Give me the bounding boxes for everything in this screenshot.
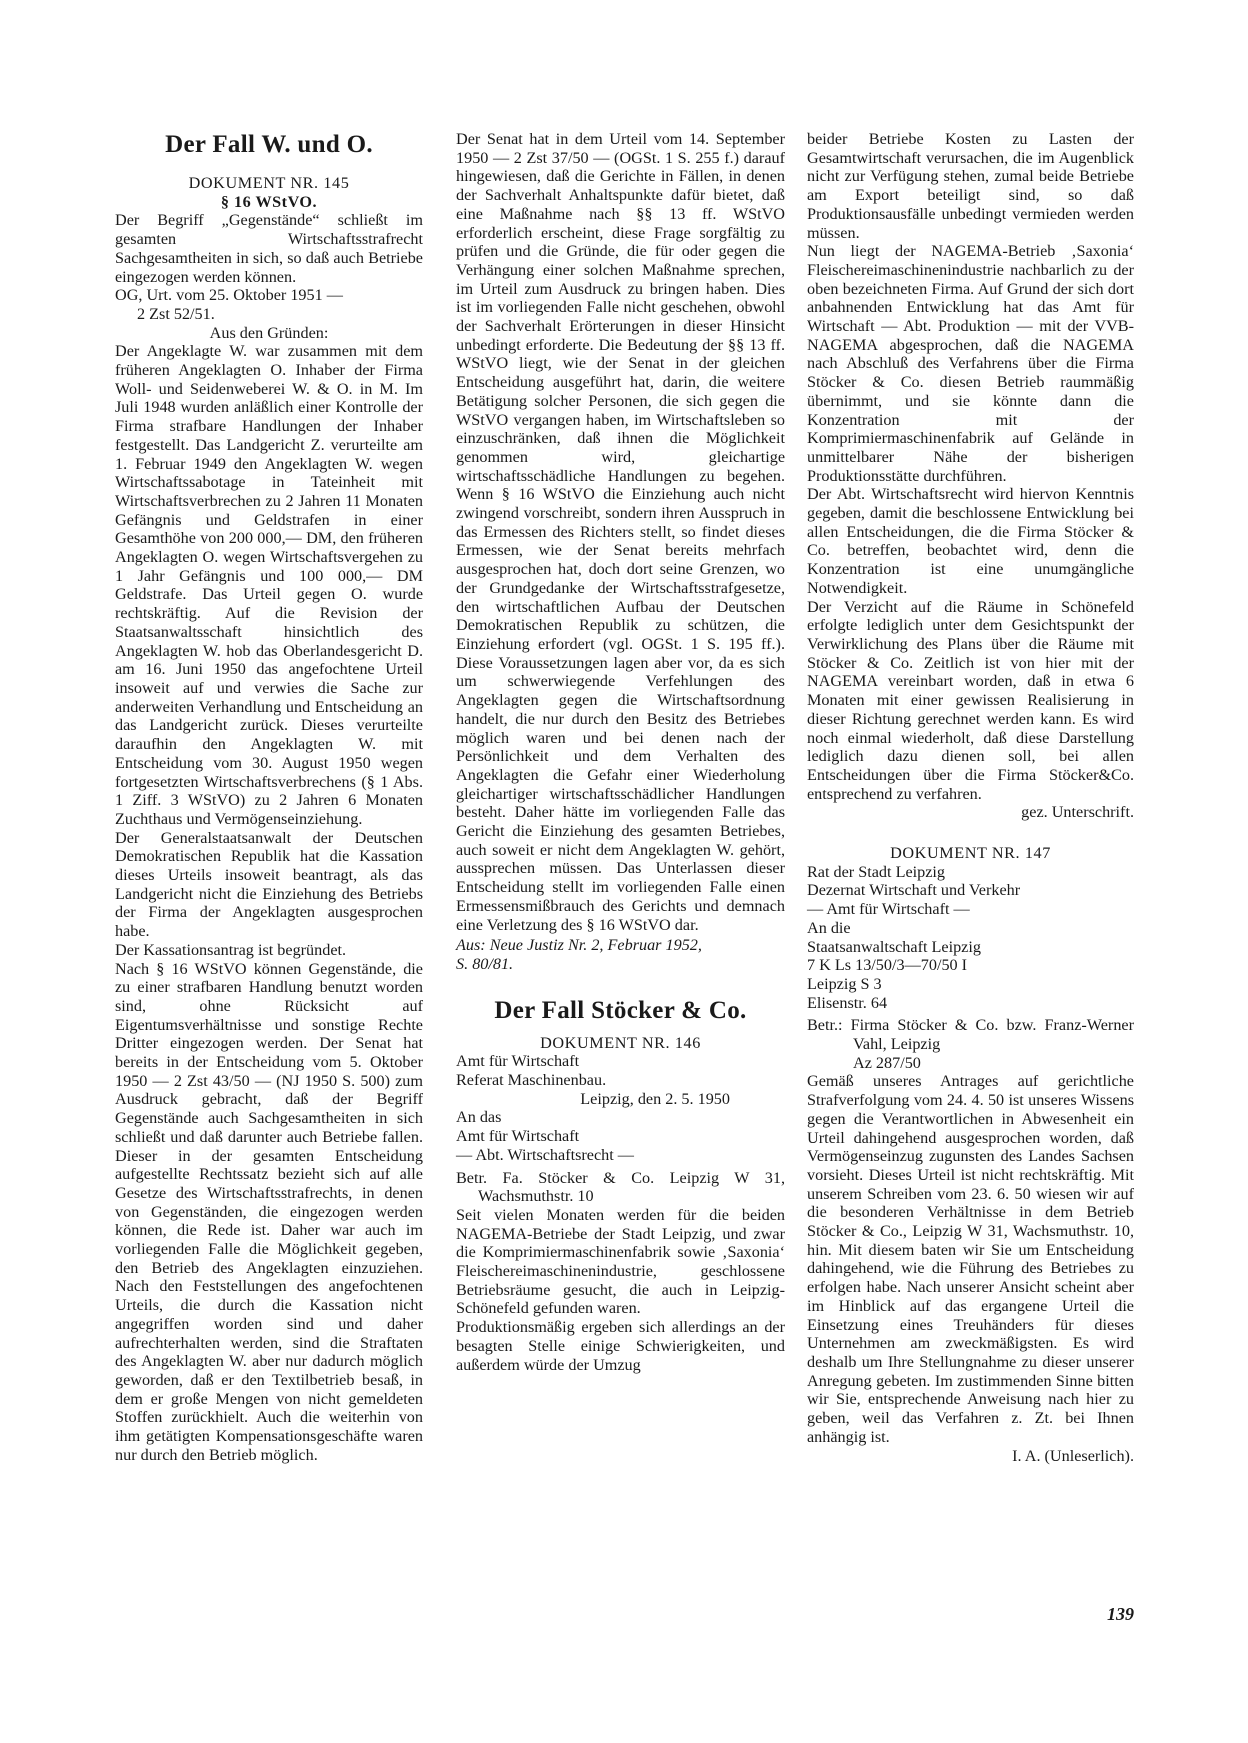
recipient-line-1: An das: [456, 1108, 502, 1127]
recipient-line-5: Elisenstr. 64: [807, 993, 888, 1012]
recipient-line-3: — Abt. Wirtschaftsrecht —: [456, 1145, 634, 1164]
paragraph: Der Kassationsantrag ist begründet.: [115, 940, 347, 959]
sender-line-3: — Amt für Wirtschaft —: [807, 900, 970, 919]
headnote: Der Begriff „Gegenstände“ schließt im gesamten Wirtschaftsstrafrecht Sachgesamtheiten in sich, so daß auch Betriebe eingezogen werden können.: [115, 211, 423, 286]
paragraph: Seit vielen Monaten werden für die beiden NAGEMA-Betriebe der Stadt Leipzig, und zwar die Komprimiermaschinenfabrik sowie ‚Saxonia‘ Fleischereimaschinenindustrie, geschlossene Betriebsräume gesucht, die auch in Leipzig-Schönefeld gefunden waren.: [456, 1205, 785, 1318]
file-reference: Az 287/50: [853, 1053, 921, 1072]
court-reference-line-1: OG, Urt. vom 25. Oktober 1951 —: [115, 286, 343, 305]
sender-line-2: Referat Maschinenbau.: [456, 1071, 607, 1090]
signature-line: I. A. (Unleserlich).: [1012, 1446, 1134, 1465]
sender-line-1: Rat der Stadt Leipzig: [807, 862, 946, 881]
page-number: 139: [1107, 1604, 1134, 1624]
column-middle: [456, 130, 785, 1374]
paragraph: Der Senat hat in dem Urteil vom 14. September 1950 — 2 Zst 37/50 — (OGSt. 1 S. 255 f.) darauf hingewiesen, daß die Gerichte in Fällen, in denen der Sachverhalt Anhaltspunkte dafür bietet, daß eine Maßnahme nach §§ 13 ff. WStVO erforderlich erscheint, diese Frage sorgfältig zu prüfen und die Gründe, die für oder gegen die Verhängung einer solchen Maßnahme sprechen, im Urteil zum Ausdruck zu bringen haben. Dies ist im vorliegenden Falle nicht geschehen, obwohl der Sachverhalt Erörterungen in dieser Hinsicht unbedingt erforderte. Die Bedeutung der §§ 13 ff. WStVO liegt, wie der Senat in der gleichen Entscheidung ausgeführt hat, darin, die weitere Betätigung solcher Personen, die sich gegen die WStVO vergangen haben, im Wirtschaftsleben so einzuschränken, daß ihnen die Möglichkeit genommen wird, gleichartige wirtschaftsschädliche Handlungen zu begehen. Wenn § 16 WStVO die Einziehung auch nicht zwingend vorschreibt, sondern ihren Ausspruch in das Ermessen des Richters stellt, so findet dieses Ermessen, wie der Senat bereits mehrfach ausgesprochen hat, doch dort seine Grenzen, wo der Grundgedanke der Wirtschaftsstrafgesetze, den wirtschaftlichen Aufbau der Deutschen Demokratischen Republik zu schützen, die Einziehung erfordert (vgl. OGSt. 1 S. 195 ff.). Diese Voraussetzungen lagen aber vor, da es sich um schwerwiegende Verfehlungen des Angeklagten gegen die Wirtschaftsordnung handelt, die nur durch den Besitz des Betriebes möglich waren und bei denen nach der Persönlichkeit und dem Verhalten des Angeklagten die Gefahr einer Wiederholung gleichartiger wirtschaftsschädlicher Handlungen besteht. Daher hätte im vorliegenden Falle das Gericht die Einziehung des gesamten Betriebes, auch soweit er nicht dem Angeklagten W. gehört, aussprechen müssen. Das Unterlassen dieser Entscheidung stellt im vorliegenden Falle einen Ermessensmißbrauch des Gerichts und demnach eine Verletzung des § 16 WStVO dar.: [456, 130, 785, 934]
document-number-145: DOKUMENT NR. 145: [188, 174, 350, 192]
paragraph: Der Abt. Wirtschaftsrecht wird hiervon Kenntnis gegeben, damit die beschlossene Entwicklung bei allen Entscheidungen, die die Firma Stöcker & Co. betreffen, beobachtet wird, denn die Konzentration ist eine unumgängliche Notwendigkeit.: [807, 485, 1134, 597]
recipient-line-4: Leipzig S 3: [807, 974, 882, 993]
recipient-line-2: Amt für Wirtschaft: [456, 1127, 580, 1146]
column-left: [115, 130, 423, 1465]
letter-date: Leipzig, den 2. 5. 1950: [580, 1089, 730, 1108]
document-number-147: DOKUMENT NR. 147: [890, 844, 1051, 863]
paragraph: beider Betriebe Kosten zu Lasten der Gesamtwirtschaft verursachen, die im Augenblick nicht zur Verfügung stehen, zumal beide Betriebe am Export beteiligt sind, so daß Produktionsausfälle unbedingt vermieden werden müssen.: [807, 130, 1134, 242]
paragraph: Der Verzicht auf die Räume in Schönefeld erfolgte lediglich unter dem Gesichtspunkt der Verwirklichung des Plans über die Räume mit Stöcker & Co. Zeitlich ist von hier mit der NAGEMA vereinbart worden, daß in etwa 6 Monaten mit einer gewissen Realisierung in dieser Richtung gerechnet werden kann. Es wird noch einmal wiederholt, daß diese Darstellung lediglich dazu dienen soll, bei allen Entscheidungen über die Firma Stöcker&Co. entsprechend zu verfahren.: [807, 597, 1134, 803]
recipient-line-1: An die: [807, 918, 851, 937]
paragraph: Produktionsmäßig ergeben sich allerdings an der besagten Stelle einige Schwierigkeiten, und außerdem würde der Umzug: [456, 1318, 785, 1374]
sender-line-1: Amt für Wirtschaft: [456, 1052, 580, 1071]
recipient-line-3: 7 K Ls 13/50/3—70/50 I: [807, 956, 968, 975]
case-title-w-o: Der Fall W. und O.: [165, 131, 373, 158]
case-title-stoecker: Der Fall Stöcker & Co.: [494, 996, 747, 1024]
column-right: [807, 130, 1134, 1465]
subject-line: Betr. Fa. Stöcker & Co. Leipzig W 31, Wachsmuthstr. 10: [456, 1168, 785, 1206]
signature-line: gez. Unterschrift.: [1021, 803, 1134, 822]
source-citation-line-1: Aus: Neue Justiz Nr. 2, Februar 1952,: [456, 936, 702, 955]
paragraph: Der Generalstaatsanwalt der Deutschen Demokratischen Republik hat die Kassation dieses Urteils insoweit beantragt, als das Landgericht nicht die Einziehung des Betriebs der Firma der Angeklagten ausgesprochen habe.: [115, 828, 423, 941]
paragraph: Gemäß unseres Antrages auf gerichtliche Strafverfolgung vom 24. 4. 50 ist unseres Wissens gegen die Verantwortlichen in Abwesenheit ein Urteil dahingehend ausgesprochen worden, daß Vermögenseinzug zugunsten des Landes Sachsen vorsieht. Dieses Urteil ist nicht rechtskräftig. Mit unserem Schreiben vom 23. 6. 50 wiesen wir auf die besonderen Verhältnisse in dem Betrieb Stöcker & Co., Leipzig W 31, Wachsmuthstr. 10, hin. Mit diesem baten wir Sie um Entscheidung dahingehend, wie die Führung des Betriebes zu erfolgen habe. Nach unserer Ansicht scheint aber im Hinblick auf das ergangene Urteil die Einsetzung eines Treuhänders für dieses Unternehmen am zweckmäßigsten. Es wird deshalb um Ihre Stellungnahme zu dieser unserer Anregung gebeten. Im zustimmenden Sinne bitten wir Sie, entsprechende Anweisung nach hier zu geben, weil das Verfahren z. Zt. bei Ihnen anhängig ist.: [807, 1072, 1134, 1446]
grounds-heading: Aus den Gründen:: [209, 323, 329, 342]
paragraph: Nach § 16 WStVO können Gegenstände, die zu einer strafbaren Handlung benutzt worden sind, ohne Rücksicht auf Eigentumsverhältnisse und sonstige Rechte Dritter eingezogen werden. Der Senat hat bereits in der Entscheidung vom 5. Oktober 1950 — 2 Zst 43/50 — (NJ 1950 S. 500) zum Ausdruck gebracht, daß der Begriff Gegenstände auch Sachgesamtheiten in sich schließt und daß darunter auch Betriebe fallen. Dieser in der gesamten Entscheidung aufgestellte Rechtssatz bezieht sich auf alle Gesetze des Wirtschaftsstrafrechts, in denen von Gegenständen, die eingezogen werden können, die Rede ist. Daher war auch im vorliegenden Falle die Möglichkeit gegeben, den Betrieb des Angeklagten einzuziehen. Nach den Feststellungen des angefochtenen Urteils, die durch die Kassation nicht angegriffen worden sind und daher aufrechterhalten werden, sind die Straftaten des Angeklagten W. aber nur dadurch möglich geworden, daß er den Textilbetrieb besaß, in dem er große Mengen von nicht gemeldeten Stoffen zurückhielt. Auch die weiterhin von ihm getätigten Kompensationsgeschäfte waren nur durch den Betrieb möglich.: [115, 959, 423, 1464]
document-number-146: DOKUMENT NR. 146: [540, 1033, 701, 1052]
paragraph: Der Angeklagte W. war zusammen mit dem früheren Angeklagten O. Inhaber der Firma Woll- und Seidenweberei W. & O. in M. Im Juli 1948 wurden anläßlich einer Kontrolle der Firma strafbare Handlungen der Inhaber festgestellt. Das Landgericht Z. verurteilte am 1. Februar 1949 den Angeklagten W. wegen Wirtschaftssabotage in Tateinheit mit Wirtschaftsverbrechen zu 2 Jahren 11 Monaten Gefängnis und Geldstrafen in einer Gesamthöhe von 200 000,— DM, den früheren Angeklagten O. wegen Wirtschaftsvergehen zu 1 Jahr Gefängnis und 100 000,— DM Geldstrafe. Das Urteil gegen O. wurde rechtskräftig. Auf die Revision der Staatsanwaltsschaft hinsichtlich des Angeklagten W. hob das Oberlandesgericht D. am 16. Juni 1950 das angefochtene Urteil insoweit auf und verwies die Sache zur anderweiten Verhandlung und Entscheidung an das Landgericht zurück. Dieses verurteilte daraufhin den Angeklagten W. mit Entscheidung vom 30. August 1950 wegen fortgesetzten Wirtschaftsverbrechens (§ 1 Abs. 1 Ziff. 3 WStVO) zu 2 Jahren 6 Monaten Zuchthaus und Vermögenseinziehung.: [115, 342, 423, 828]
source-citation-line-2: S. 80/81.: [456, 954, 514, 973]
paragraph: Nun liegt der NAGEMA-Betrieb ‚Saxonia‘ Fleischereimaschinenindustrie nachbarlich zu der oben bezeichneten Firma. Auf Grund der sich dort anbahnenden Entwicklung hat das Amt für Wirtschaft — Abt. Produktion — mit der VVB-NAGEMA abgesprochen, daß die NAGEMA nach Abschluß des Verfahrens über die Firma Stöcker & Co. diesen Betrieb raummäßig übernimmt, und sie könnte dann die Konzentration mit der Komprimiermaschinenfabrik auf Gelände in unmittelbarer Nähe der bisherigen Produktionsstätte durchführen.: [807, 242, 1134, 485]
law-reference: § 16 WStVO.: [220, 192, 318, 211]
subject-line: Betr.: Firma Stöcker & Co. bzw. Franz-Werner Vahl, Leipzig: [807, 1016, 1134, 1054]
sender-line-2: Dezernat Wirtschaft und Verkehr: [807, 881, 1021, 900]
recipient-line-2: Staatsanwaltschaft Leipzig: [807, 937, 981, 956]
court-reference-line-2: 2 Zst 52/51.: [137, 304, 215, 323]
